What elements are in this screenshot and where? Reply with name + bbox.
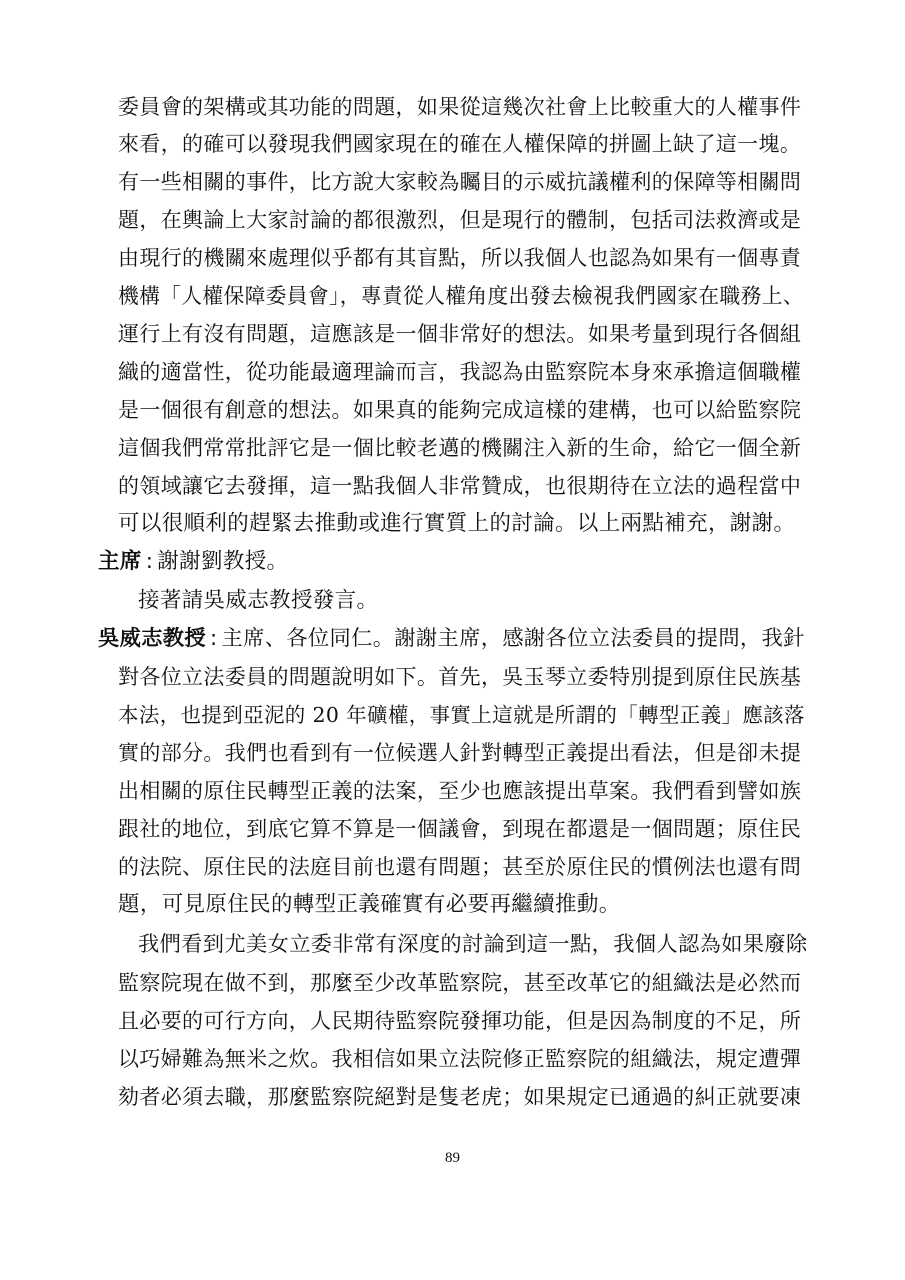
body-line: 監察院現在做不到，那麼至少改革監察院，甚至改革它的組織法是必然而 xyxy=(118,971,802,995)
body-line: 運行上有沒有問題，這應該是一個非常好的想法。如果考量到現行各個組 xyxy=(118,322,802,346)
body-line: 我們看到尤美女立委非常有深度的討論到這一點，我個人認為如果廢除 xyxy=(138,932,808,957)
body-line: 的法院、原住民的法庭目前也還有問題；甚至於原住民的慣例法也還有問 xyxy=(118,855,802,879)
colon: : xyxy=(145,549,154,574)
colon: : xyxy=(210,626,218,651)
speaker-name: 主席 xyxy=(98,549,142,574)
body-line: 跟社的地位，到底它算不算是一個議會，到現在都還是一個問題；原住民 xyxy=(118,817,802,841)
body-line: 實的部分。我們也看到有一位候選人針對轉型正義提出看法，但是卻未提 xyxy=(118,741,802,765)
speaker-name: 吳威志教授 xyxy=(98,626,207,651)
remark-text: 謝謝劉教授。 xyxy=(157,549,289,574)
page-number: 89 xyxy=(445,1150,460,1166)
body-line: 以巧婦難為無米之炊。我相信如果立法院修正監察院的組織法，規定遭彈 xyxy=(118,1047,802,1071)
body-line: 題，可見原住民的轉型正義確實有必要再繼續推動。 xyxy=(118,892,621,917)
invite-line: 接著請吳威志教授發言。 xyxy=(138,588,379,613)
body-line: 機構「人權保障委員會」，專責從人權角度出發去檢視我們國家在職務上、 xyxy=(118,284,804,308)
body-line: 出相關的原住民轉型正義的法案，至少也應該提出草案。我們看到譬如族 xyxy=(118,779,802,803)
body-line: 劾者必須去職，那麼監察院絕對是隻老虎；如果規定已通過的糾正就要凍 xyxy=(118,1085,802,1109)
chair-remark xyxy=(98,547,288,577)
body-line: 的領域讓它去發揮，這一點我個人非常贊成，也很期待在立法的過程當中 xyxy=(118,474,802,498)
body-line: 本法，也提到亞泥的 20 年礦權，事實上這就是所謂的「轉型正義」應該落 xyxy=(118,703,805,727)
body-line: 可以很順利的趕緊去推動或進行實質上的討論。以上兩點補充，謝謝。 xyxy=(118,511,796,536)
body-line: 有一些相關的事件，比方說大家較為矚目的示威抗議權利的保障等相關問 xyxy=(118,170,802,194)
body-line: 且必要的可行方向，人民期待監察院發揮功能，但是因為制度的不足，所 xyxy=(118,1009,802,1033)
body-line: 是一個很有創意的想法。如果真的能夠完成這樣的建構，也可以給監察院 xyxy=(118,398,802,422)
body-line: 這個我們常常批評它是一個比較老邁的機關注入新的生命，給它一個全新 xyxy=(118,436,802,460)
remark-text: 主席、各位同仁。謝謝主席，感謝各位立法委員的提問，我針 xyxy=(221,626,805,651)
body-line: 對各位立法委員的問題說明如下。首先，吳玉琴立委特別提到原住民族基 xyxy=(118,665,802,689)
body-line: 委員會的架構或其功能的問題，如果從這幾次社會上比較重大的人權事件 xyxy=(118,95,802,119)
body-line: 由現行的機關來處理似乎都有其盲點，所以我個人也認為如果有一個專責 xyxy=(118,246,802,270)
body-line: 織的適當性，從功能最適理論而言，我認為由監察院本身來承擔這個職權 xyxy=(118,360,802,384)
body-line: 題，在輿論上大家討論的都很激烈，但是現行的體制，包括司法救濟或是 xyxy=(118,208,802,232)
body-line: 來看，的確可以發現我們國家現在的確在人權保障的拼圖上缺了這一塊。 xyxy=(118,132,802,156)
wu-remark-first-line xyxy=(98,624,805,654)
